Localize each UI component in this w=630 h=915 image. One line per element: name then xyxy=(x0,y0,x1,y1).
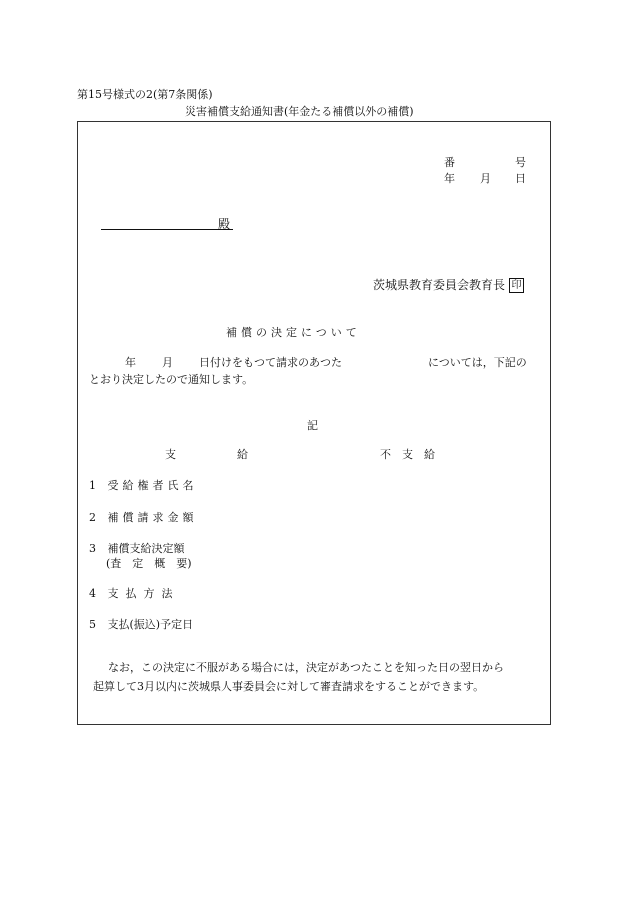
body-line2: とおり決定したので通知します。 xyxy=(89,373,254,386)
issuer xyxy=(373,276,524,293)
date-year-label: 年 xyxy=(444,172,455,185)
addressee-honorific: 殿 xyxy=(218,217,231,231)
item-number: 1 xyxy=(89,479,96,492)
date-day-label: 日 xyxy=(515,172,526,185)
item-label: 支払方法 xyxy=(107,587,180,600)
column-shi: 支 xyxy=(165,448,176,461)
item-3-sub: (査 定 概 要) xyxy=(106,557,192,570)
date-month-label: 月 xyxy=(480,172,491,185)
form-number: 第15号様式の2(第7条関係) xyxy=(77,88,213,101)
item-3 xyxy=(89,540,185,556)
item-number: 2 xyxy=(89,511,96,524)
document-title: 災害補償支給通知書(年金たる補償以外の補償) xyxy=(185,105,414,118)
item-label: 受給権者氏名 xyxy=(107,479,198,492)
item-number: 5 xyxy=(89,618,96,631)
note-line2: 起算して3月以内に茨城県人事委員会に対して審査請求をすることができます。 xyxy=(93,680,485,693)
column-fushikyu: 不 支 給 xyxy=(380,448,435,461)
note-line1: なお，この決定に不服がある場合には，決定があつたことを知った日の翌日から xyxy=(108,661,504,674)
item-5 xyxy=(89,616,193,632)
body-tail: については，下記の xyxy=(428,356,527,369)
ki-label: 記 xyxy=(307,419,318,432)
body-year: 年 xyxy=(125,356,136,369)
body-month: 月 xyxy=(162,356,173,369)
number-suffix: 号 xyxy=(515,156,526,169)
column-kyu: 給 xyxy=(237,448,248,461)
item-number: 4 xyxy=(89,587,96,600)
item-label: 支払(振込)予定日 xyxy=(107,618,194,631)
item-4 xyxy=(89,585,180,601)
item-label: 補償請求金額 xyxy=(107,511,198,524)
number-label: 番 xyxy=(444,156,455,169)
item-number: 3 xyxy=(89,542,96,555)
seal-mark: 印 xyxy=(509,278,524,293)
body-text: 日付けをもつて請求のあつた xyxy=(199,356,342,369)
item-label: 補償支給決定額 xyxy=(107,542,185,555)
item-2 xyxy=(89,509,198,525)
decision-heading: 補償の決定について xyxy=(226,326,361,339)
issuer-name: 茨城県教育委員会教育長 xyxy=(373,278,506,292)
addressee-line xyxy=(101,229,233,230)
item-1 xyxy=(89,477,198,493)
